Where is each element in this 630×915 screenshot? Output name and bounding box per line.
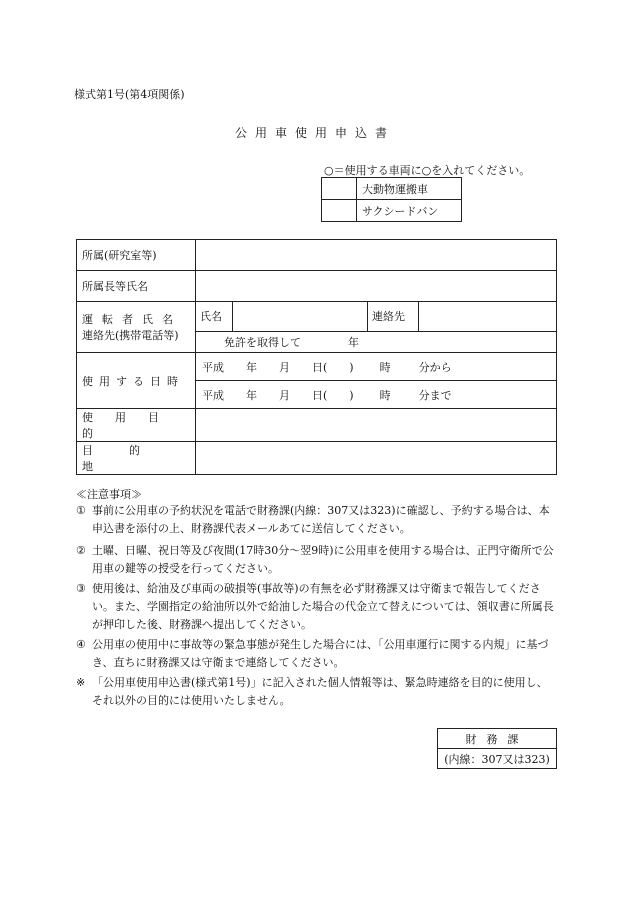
vehicle-option-2: サクシードバン (357, 200, 462, 222)
destination-label: 目的地 (77, 442, 196, 475)
date-from-hour: 時 (379, 360, 391, 374)
note-text: 事前に公用車の予約状況を電話で財務課(内線：307又は323)に確認し、予約する場合は、本申込書を添付の上、財務課代表メールあてに送信してください。 (92, 504, 550, 535)
note-text: 土曜、日曜、祝日等及び夜間(17時30分～翌9時)に公用車を使用する場合は、正門守衛所で公用車の鍵等の授受を行ってください。 (92, 544, 554, 575)
date-row-from (77, 353, 557, 381)
name-field[interactable] (233, 302, 368, 332)
license-suffix: 年 (348, 335, 359, 349)
date-to-dow: ) (349, 388, 354, 402)
date-to-day: 日( (312, 388, 328, 402)
notes-title: ≪注意事項≫ (76, 488, 142, 501)
affiliation-field[interactable] (196, 240, 557, 271)
contact-label: 連絡先 (368, 302, 419, 332)
note-text: 公用車の使用中に事故等の緊急事態が発生した場合には、「公用車運行に関する内規」に基づき、直ちに財務課又は守衛まで連絡してください。 (92, 638, 549, 669)
contact-field[interactable] (419, 302, 557, 332)
note-item-1 (76, 502, 556, 538)
destination-field[interactable] (196, 442, 557, 475)
date-from-dow: ) (349, 360, 354, 374)
department-name: 財務課 (438, 729, 557, 749)
driver-label-line-1: 運転者氏名 (82, 313, 182, 326)
date-from-month: 月 (279, 360, 290, 374)
note-mark: ② (76, 544, 86, 557)
license-prefix: 免許を取得して (224, 335, 301, 349)
affiliation-row (77, 240, 557, 271)
note-mark: ※ (76, 676, 86, 689)
department-box (437, 728, 557, 769)
note-item-2 (76, 542, 556, 578)
purpose-row (77, 409, 557, 442)
date-to-month: 月 (279, 388, 290, 402)
date-to-field[interactable] (196, 381, 557, 409)
affiliation-label: 所属(研究室等) (77, 240, 196, 271)
license-field[interactable] (196, 331, 557, 352)
department-extension: (内線：307又は323) (438, 749, 557, 769)
vehicle-check-cell-1[interactable] (322, 178, 357, 200)
note-item-3 (76, 580, 556, 634)
date-to-minute: 分まで (418, 388, 452, 402)
destination-row (77, 442, 557, 475)
date-to-hour: 時 (379, 388, 391, 402)
vehicle-select-table (321, 177, 462, 222)
note-item-5 (76, 674, 556, 710)
vehicle-option-row (322, 178, 462, 200)
note-text: 使用後は、給油及び車両の破損等(事故等)の有無を必ず財務課又は守衛まで報告してください。また、学園指定の給油所以外で給油した場合の代金立て替えについては、領収書に所属長が押印した後、財務課へ提出してください。 (92, 582, 554, 631)
date-from-year: 年 (246, 360, 257, 374)
note-mark: ③ (76, 582, 86, 595)
date-to-era: 平成 (202, 388, 224, 402)
purpose-label: 使用目的 (77, 409, 196, 442)
name-label: 氏名 (196, 302, 233, 332)
date-from-day: 日( (312, 360, 328, 374)
note-mark: ④ (76, 638, 86, 651)
date-from-era: 平成 (202, 360, 224, 374)
purpose-field[interactable] (196, 409, 557, 442)
page-title: 公用車使用申込書 (234, 126, 395, 140)
driver-label (77, 302, 196, 353)
driver-row (77, 302, 557, 332)
supervisor-field[interactable] (196, 271, 557, 302)
note-text: 「公用車使用申込書(様式第1号)」に記入された個人情報等は、緊急時連絡を目的に使用し、それ以外の目的には使用いたしません。 (92, 676, 548, 707)
date-from-field[interactable] (196, 353, 557, 381)
supervisor-row (77, 271, 557, 302)
date-to-year: 年 (246, 388, 257, 402)
vehicle-select-note: ○＝使用する車両に○を入れてください。 (324, 164, 531, 177)
note-item-4 (76, 636, 556, 672)
supervisor-label: 所属長等氏名 (77, 271, 196, 302)
vehicle-option-row (322, 200, 462, 222)
vehicle-option-1: 大動物運搬車 (357, 178, 462, 200)
application-form-table (76, 239, 557, 475)
vehicle-check-cell-2[interactable] (322, 200, 357, 222)
date-label: 使用する日時 (77, 353, 196, 409)
date-from-minute: 分から (418, 360, 452, 374)
note-mark: ① (76, 504, 86, 517)
driver-label-line-2: 連絡先(携帯電話等) (82, 329, 179, 342)
form-number: 様式第1号(第4項関係) (74, 88, 185, 101)
